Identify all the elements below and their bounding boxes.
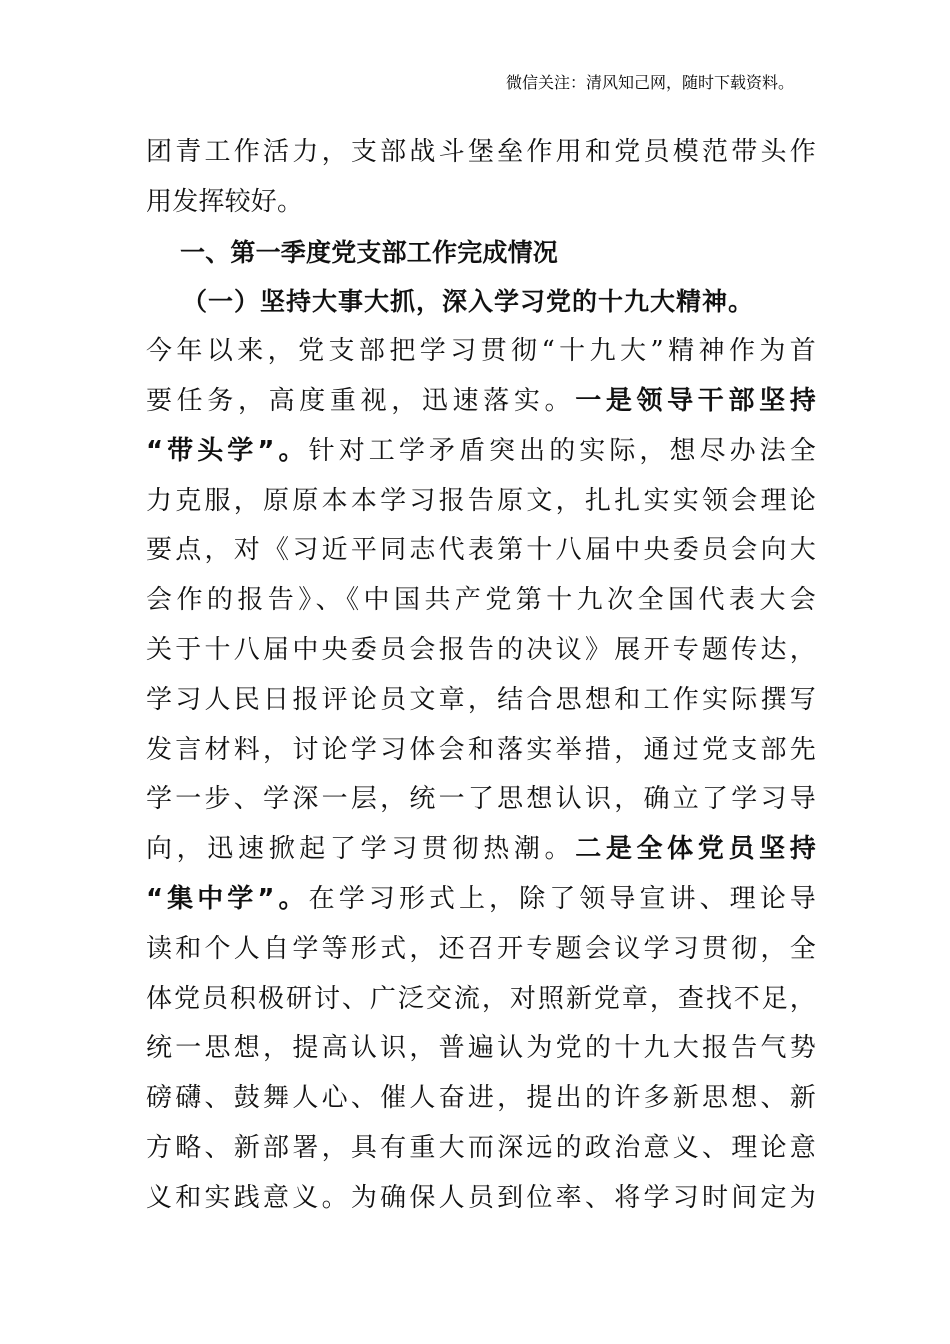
section-heading: 一、第一季度党支部工作完成情况 [180,237,559,267]
paragraph-line: 会作的报告》、《中国共产党第十九次全国代表大会 [146,585,816,616]
document-body [146,128,816,1224]
paragraph-line: 团青工作活力，支部战斗堡垒作用和党员模范带头作 [146,137,816,167]
paragraph-line: 向，迅速掀起了学习贯彻热潮。二是全体党员坚持 [146,834,816,865]
paragraph-line: 要任务，高度重视，迅速落实。一是领导干部坚持 [146,385,816,416]
paragraph-line: “带头学”。针对工学矛盾突出的实际，想尽办法全 [146,435,816,466]
emphasis-text: 二是全体党员坚持 [575,834,816,865]
paragraph-line: 力克服，原原本本学习报告原文，扎扎实实领会理论 [146,485,816,516]
paragraph-line: 发言材料，讨论学习体会和落实举措，通过党支部先 [146,734,816,765]
emphasis-text: 一是领导干部坚持 [575,385,816,416]
paragraph-line: 义和实践意义。为确保人员到位率、将学习时间定为 [146,1182,816,1213]
emphasis-text: “集中学”。 [146,883,309,914]
paragraph-line: 统一思想，提高认识，普遍认为党的十九大报告气势 [146,1033,816,1064]
paragraph-line: 方略、新部署，具有重大而深远的政治意义、理论意 [146,1132,816,1163]
paragraph-line: 读和个人自学等形式，还召开专题会议学习贯彻，全 [146,933,816,964]
paragraph-line: 学习人民日报评论员文章，结合思想和工作实际撰写 [146,684,816,715]
paragraph-line: 用发挥较好。 [146,186,304,217]
paragraph-line: “集中学”。在学习形式上，除了领导宣讲、理论导 [146,883,816,914]
paragraph-line: 关于十八届中央委员会报告的决议》展开专题传达， [146,634,816,665]
paragraph-line: 学一步、学深一层，统一了思想认识，确立了学习导 [146,784,816,815]
paragraph-line: 要点，对《习近平同志代表第十八届中央委员会向大 [146,535,816,566]
watermark-text: 微信关注：清风知己网，随时下载资料。 [506,73,795,92]
paragraph-line: 今年以来，党支部把学习贯彻“十九大”精神作为首 [146,336,816,367]
subsection-heading: （一）坚持大事大抓，深入学习党的十九大精神。 [182,287,755,317]
emphasis-text: “带头学”。 [146,435,309,466]
paragraph-line: 磅礴、鼓舞人心、催人奋进，提出的许多新思想、新 [146,1083,816,1114]
paragraph-line: 体党员积极研讨、广泛交流，对照新党章，查找不足， [146,983,816,1014]
